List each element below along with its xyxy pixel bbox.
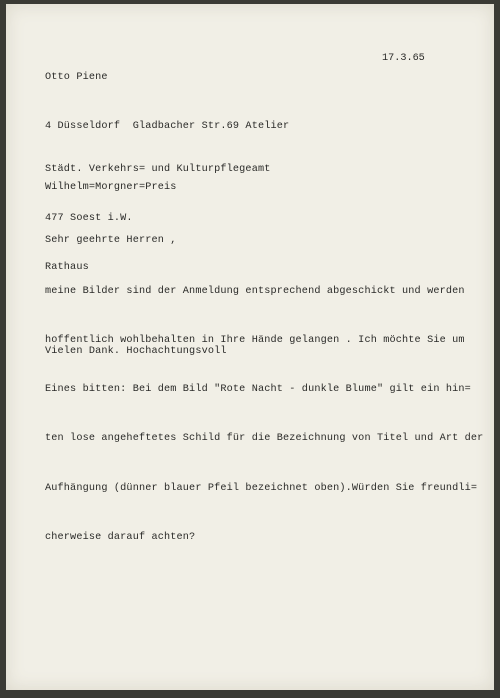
body-line: cherweise darauf achten? [45,531,196,543]
recipient-line: 477 Soest i.W. [45,213,133,225]
recipient-line: Städt. Verkehrs= und Kulturpflegeamt [45,163,271,175]
letter-date: 17.3.65 [382,53,425,64]
closing: Vielen Dank. Hochachtungsvoll [45,346,227,357]
body-line: Aufhängung (dünner blauer Pfeil bezeichnet oben).Würden Sie freundli= [45,482,478,494]
letter-body [45,251,483,563]
show-through-mark [386,206,476,236]
subject-line: Wilhelm=Morgner=Preis [45,182,177,193]
sender-address: 4 Düsseldorf Gladbacher Str.69 Atelier [45,121,290,133]
salutation: Sehr geehrte Herren , [45,235,177,246]
body-line: Eines bitten: Bei dem Bild "Rote Nacht - dunkle Blume" gilt ein hin= [45,384,471,396]
sender-name: Otto Piene [45,71,108,83]
recipient-line: Rathaus [45,262,89,274]
body-line: ten lose angeheftetes Schild für die Bezeichnung von Titel und Art der [45,433,484,445]
body-line: meine Bilder sind der Anmeldung entsprechend abgeschickt und werden [45,285,465,297]
body-line: hoffentlich wohlbehalten in Ihre Hände gelangen . Ich möchte Sie um [45,335,465,347]
